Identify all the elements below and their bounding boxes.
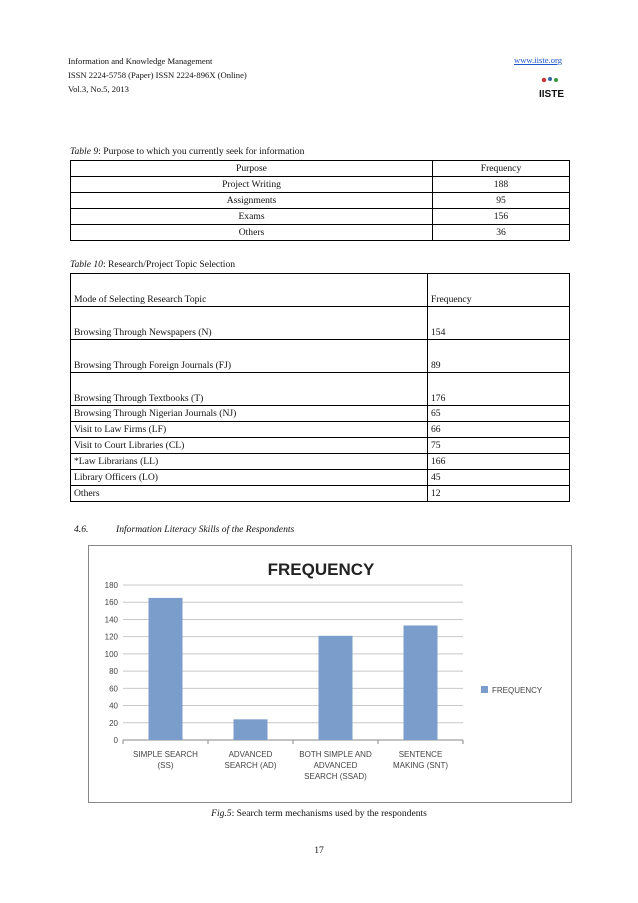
table-row xyxy=(71,307,570,340)
frequency-chart xyxy=(88,545,572,803)
bar xyxy=(234,719,268,740)
legend-swatch xyxy=(481,686,488,693)
table-cell: Assignments xyxy=(71,193,433,209)
table-row xyxy=(71,209,570,225)
x-category-label: ADVANCED xyxy=(228,750,273,759)
x-category-label: ADVANCED xyxy=(313,761,358,770)
table-cell: Project Writing xyxy=(71,177,433,193)
y-tick-label: 160 xyxy=(104,598,118,608)
section-heading xyxy=(74,524,294,535)
journal-name: Information and Knowledge Management xyxy=(68,56,213,66)
table-cell: Library Officers (LO) xyxy=(71,470,428,486)
table-row xyxy=(71,225,570,241)
table-cell: 12 xyxy=(428,486,570,502)
table10 xyxy=(70,273,570,502)
section-number: 4.6. xyxy=(74,524,89,535)
volume-line: Vol.3, No.5, 2013 xyxy=(68,84,129,94)
table-cell: 75 xyxy=(428,438,570,454)
table-cell: *Law Librarians (LL) xyxy=(71,454,428,470)
x-category-label: SIMPLE SEARCH xyxy=(133,750,198,759)
table-cell: Browsing Through Foreign Journals (FJ) xyxy=(71,340,428,373)
table-header-cell: Mode of Selecting Research Topic xyxy=(71,274,428,307)
table-header-cell: Frequency xyxy=(428,274,570,307)
table-cell: Others xyxy=(71,486,428,502)
table-cell: 89 xyxy=(428,340,570,373)
table-row xyxy=(71,486,570,502)
table-row xyxy=(71,454,570,470)
table-row xyxy=(71,470,570,486)
chart-canvas xyxy=(89,546,571,802)
table-cell: Visit to Law Firms (LF) xyxy=(71,422,428,438)
y-tick-label: 80 xyxy=(109,667,118,677)
table-row xyxy=(71,422,570,438)
table-cell: Visit to Court Libraries (CL) xyxy=(71,438,428,454)
table-row xyxy=(71,177,570,193)
table-cell: 156 xyxy=(433,209,570,225)
table-cell: Browsing Through Textbooks (T) xyxy=(71,373,428,406)
chart-title: FREQUENCY xyxy=(267,560,375,579)
x-category-label: SENTENCE xyxy=(398,750,443,759)
y-tick-label: 140 xyxy=(104,615,118,625)
x-category-label: SEARCH (SSAD) xyxy=(304,772,367,781)
legend-label: FREQUENCY xyxy=(492,686,543,695)
table-cell: Others xyxy=(71,225,433,241)
x-category-label: MAKING (SNT) xyxy=(392,761,449,770)
issn-line: ISSN 2224-5758 (Paper) ISSN 2224-896X (Online) xyxy=(68,70,247,80)
table-header-row xyxy=(71,274,570,307)
table10-caption: Table 10: Research/Project Topic Selection xyxy=(70,259,236,270)
table-header-cell: Purpose xyxy=(71,161,433,177)
table-cell: 45 xyxy=(428,470,570,486)
table-cell: 154 xyxy=(428,307,570,340)
bar xyxy=(319,636,353,740)
table-row xyxy=(71,193,570,209)
bar xyxy=(404,625,438,740)
y-tick-label: 40 xyxy=(109,701,118,711)
table-cell: Browsing Through Nigerian Journals (NJ) xyxy=(71,406,428,422)
table-cell: Browsing Through Newspapers (N) xyxy=(71,307,428,340)
table-cell: Exams xyxy=(71,209,433,225)
y-tick-label: 100 xyxy=(104,649,118,659)
table-row xyxy=(71,340,570,373)
iiste-logo xyxy=(538,74,568,100)
table-cell: 188 xyxy=(433,177,570,193)
table-cell: 65 xyxy=(428,406,570,422)
svg-text:IISTE: IISTE xyxy=(539,89,565,100)
x-category-label: BOTH SIMPLE AND xyxy=(299,750,372,759)
table-cell: 36 xyxy=(433,225,570,241)
table-header-cell: Frequency xyxy=(433,161,570,177)
page-number: 17 xyxy=(314,845,324,856)
y-tick-label: 60 xyxy=(109,684,118,694)
y-tick-label: 180 xyxy=(104,581,118,590)
table-cell: 95 xyxy=(433,193,570,209)
table-cell: 66 xyxy=(428,422,570,438)
section-title: Information Literacy Skills of the Respondents xyxy=(116,524,295,535)
journal-url-link[interactable]: www.iiste.org xyxy=(514,55,562,65)
table-cell: 176 xyxy=(428,373,570,406)
table-cell: 166 xyxy=(428,454,570,470)
figure-caption: Fig.5: Search term mechanisms used by the respondents xyxy=(211,808,427,819)
y-tick-label: 20 xyxy=(109,718,118,728)
y-tick-label: 120 xyxy=(104,632,118,642)
y-tick-label: 0 xyxy=(113,736,118,745)
table9-caption: Table 9: Purpose to which you currently seek for information xyxy=(70,146,305,157)
table-row xyxy=(71,438,570,454)
x-category-label: SEARCH (AD) xyxy=(224,761,277,770)
table9 xyxy=(70,160,570,241)
x-category-label: (SS) xyxy=(157,761,174,770)
bar xyxy=(149,598,183,740)
table-header-row xyxy=(71,161,570,177)
table-row xyxy=(71,406,570,422)
table-row xyxy=(71,373,570,406)
